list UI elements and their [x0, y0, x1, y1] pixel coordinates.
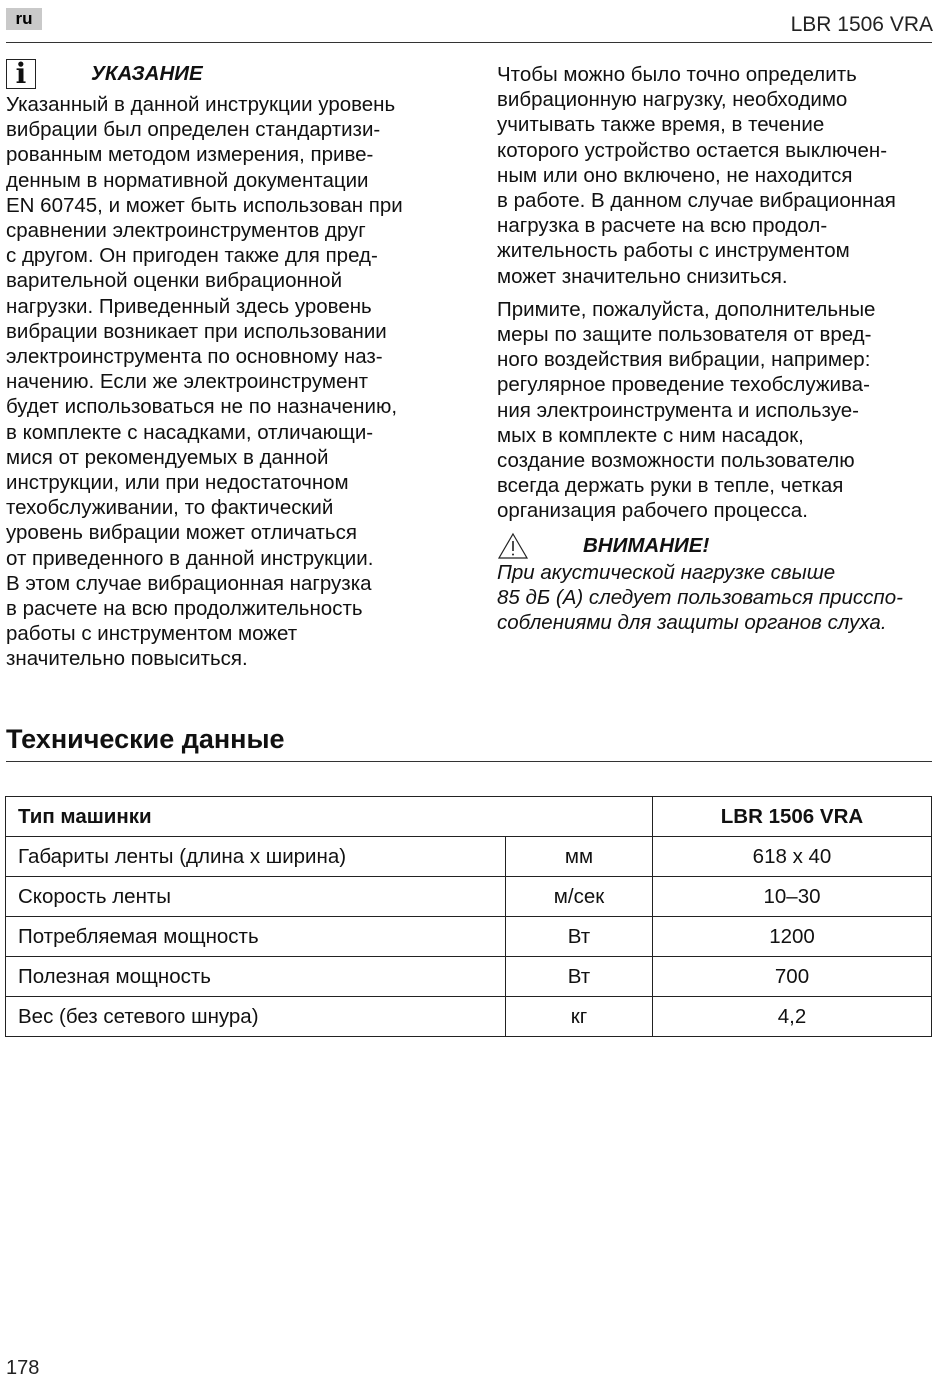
warning-heading [497, 532, 937, 560]
table-row [6, 997, 932, 1037]
notice-heading [6, 58, 446, 90]
param-cell: Полезная мощность [6, 957, 506, 997]
table-header-model: LBR 1506 VRA [653, 797, 932, 837]
unit-cell: Вт [506, 957, 653, 997]
section-divider [6, 761, 932, 762]
notice-text: Указанный в данной инструкции уровень вибрации был определен стандартизи- рованным методом измерения, приве- денным в нормативной документации EN 60745, и может быть использован при сравнении электроинструментов друг с другом. Он пригоден также для пред- варительной оценки вибрационной нагрузки. Приведенный здесь уровень вибрации возникает при использовании электроинструмента по основному наз- начению. Если же электроинструмент будет использоваться не по назначению, в комплекте с насадками, отличающи- мися от рекомендуемых в данной инструкции, или при недостаточном техобслуживании, то фактический уровень вибрации может отличаться от приведенного в данной инструкции. В этом случае вибрационная нагрузка в расчете на всю продолжительность работы с инструментом может значительно повыситься. [6, 93, 403, 671]
vibration-time-paragraph: Чтобы можно было точно определить вибрационную нагрузку, необходимо учитывать также время, в течение которого устройство остается выключен- ным или оно включено, не находится в работе. В данном случае вибрационная нагрузка в расчете на всю продол- жительность работы с инструментом может значительно снизиться. [497, 63, 896, 288]
warning-heading-text: ВНИМАНИЕ! [583, 534, 710, 558]
table-row [6, 877, 932, 917]
unit-cell: мм [506, 837, 653, 877]
language-tab: ru [6, 8, 42, 30]
info-icon [6, 59, 36, 89]
header-divider [6, 42, 932, 43]
value-cell: 618 x 40 [653, 837, 932, 877]
param-cell: Габариты ленты (длина х ширина) [6, 837, 506, 877]
param-cell: Вес (без сетевого шнура) [6, 997, 506, 1037]
value-cell: 10–30 [653, 877, 932, 917]
warning-text: При акустической нагрузке свыше 85 дБ (А) следует пользоваться присспо- соблениями для защиты органов слуха. [497, 560, 903, 635]
table-row [6, 917, 932, 957]
tech-data-title: Технические данные [6, 724, 285, 754]
param-cell: Потребляемая мощность [6, 917, 506, 957]
info-icon-glyph: i [15, 57, 27, 90]
tech-data-table [5, 796, 932, 1037]
page-number: 178 [6, 1357, 40, 1379]
table-row [6, 957, 932, 997]
table-header-row [6, 797, 932, 837]
param-cell: Скорость ленты [6, 877, 506, 917]
warning-triangle-icon [497, 532, 529, 560]
right-column [497, 62, 937, 635]
value-cell: 1200 [653, 917, 932, 957]
value-cell: 4,2 [653, 997, 932, 1037]
table-row [6, 837, 932, 877]
left-column [6, 57, 446, 672]
table-header-label: Тип машинки [6, 797, 653, 837]
notice-heading-text: УКАЗАНИЕ [91, 62, 203, 86]
model-header: LBR 1506 VRA [790, 13, 933, 36]
unit-cell: м/сек [506, 877, 653, 917]
unit-cell: кг [506, 997, 653, 1037]
value-cell: 700 [653, 957, 932, 997]
unit-cell: Вт [506, 917, 653, 957]
protection-measures-paragraph: Примите, пожалуйста, дополнительные меры по защите пользователя от вред- ного воздействия вибрации, например: регулярное проведение техобслужива- ния электроинструмента и используе- мых в комплекте с ним насадок, создание возможности пользователю всегда держать руки в тепле, четкая организация рабочего процесса. [497, 297, 876, 523]
